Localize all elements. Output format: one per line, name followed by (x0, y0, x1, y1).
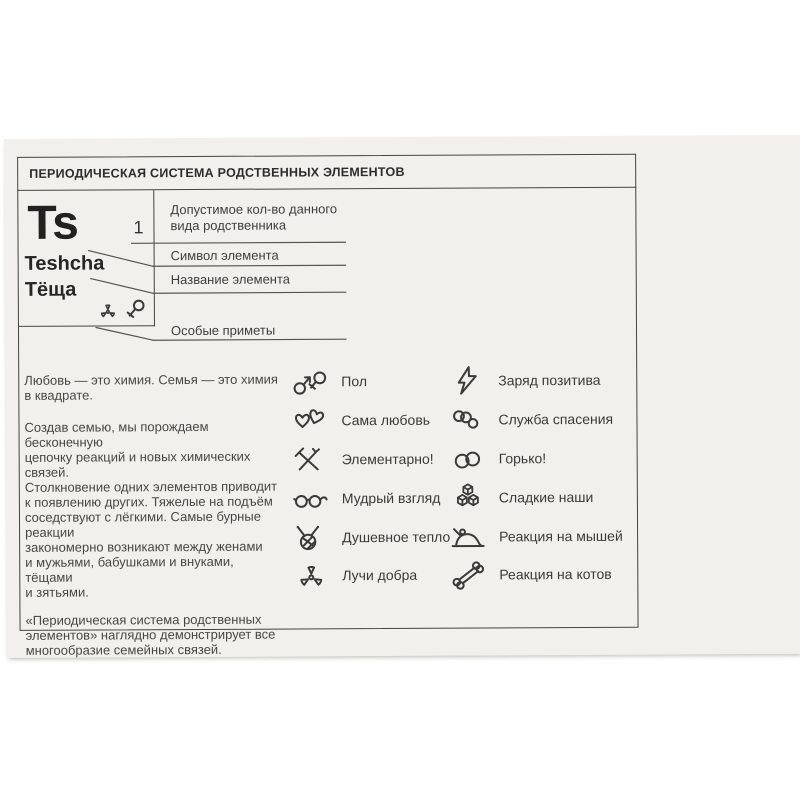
legend-label: Служба спасения (498, 411, 614, 428)
legend-label: Элементарно! (341, 450, 434, 468)
paragraph-2: Создав семью, мы порождаем бесконечную цепочку реакций и новых химических связей. Столкновение одних элементов приводит к появлению других. Тяжелые на подъём соседствуют с лёгкими. Самые бурные реакции закономерно возникают между женами и мужьями, бабушками и внуками, тёщами и зятьями. (24, 418, 278, 600)
wedding-rings-icon (449, 441, 487, 475)
legend-row-rescue (448, 400, 622, 440)
radiation-icon (292, 559, 330, 593)
legend-row-bitter (449, 438, 623, 478)
printed-card (4, 135, 800, 658)
lightning-icon (448, 364, 486, 398)
female-gender-icon (124, 298, 147, 321)
element-tile (17, 190, 155, 327)
legend-label: Сладкие наши (498, 488, 594, 506)
element-trait-icons (96, 298, 147, 321)
legend-row-sweets (449, 477, 623, 517)
hammer-wrench-icon (292, 442, 330, 476)
callout-symbol-label: Символ элемента (170, 247, 279, 264)
glasses-icon (292, 481, 330, 515)
callout-count-label: Допустимое кол-во данного вида родственника (170, 201, 338, 234)
callout-name-label: Название элемента (170, 271, 291, 288)
description-text (24, 372, 281, 658)
element-name-cyrillic: Тёща (24, 278, 77, 301)
legend-label: Мудрый взгляд (341, 489, 441, 507)
element-name-latin: Teshcha (24, 252, 105, 275)
legend-row-cats (449, 555, 623, 595)
pacifier-icon (448, 403, 486, 437)
page-title: ПЕРИОДИЧЕСКАЯ СИСТЕМА РОДСТВЕННЫХ ЭЛЕМЕНТОВ (29, 164, 405, 181)
legend-row-warmth (292, 517, 450, 557)
mouse-icon (449, 519, 487, 553)
legend-label: Реакция на мышей (499, 527, 623, 544)
legend-column-1 (291, 362, 450, 596)
legend-column-2 (448, 361, 623, 595)
card-header (17, 154, 636, 191)
male-female-gender-icon (291, 365, 329, 399)
sugar-cubes-icon (449, 480, 487, 514)
bone-icon (449, 558, 487, 592)
legend-row-love (291, 400, 449, 440)
yarn-needles-icon (292, 520, 330, 554)
paragraph-3: «Периодическая система родственных элементов» наглядно демонстрирует все многообразие семейных связей. (25, 611, 276, 658)
legend-row-mice (449, 516, 623, 556)
legend-label: Заряд позитива (498, 372, 601, 389)
legend-label: Реакция на котов (499, 566, 612, 583)
legend-label: Горько! (498, 450, 547, 467)
legend-label: Душевное тепло (342, 528, 451, 545)
element-symbol: Ts (27, 196, 79, 250)
paragraph-1: Любовь — это химия. Семья — это химия в квадрате. (24, 371, 278, 403)
legend-row-positive (448, 361, 622, 401)
legend-row-gender (291, 362, 449, 402)
callout-traits-label: Особые приметы (170, 322, 276, 339)
legend-row-elementary (292, 439, 450, 479)
legend-row-rays (292, 556, 450, 596)
legend-label: Пол (341, 373, 368, 390)
radiation-icon (96, 299, 120, 321)
legend-label: Лучи добра (342, 567, 418, 584)
legend-row-wise (292, 478, 450, 518)
element-count: 1 (133, 217, 144, 238)
legend-label: Сама любовь (341, 411, 431, 429)
two-hearts-icon (291, 403, 329, 437)
